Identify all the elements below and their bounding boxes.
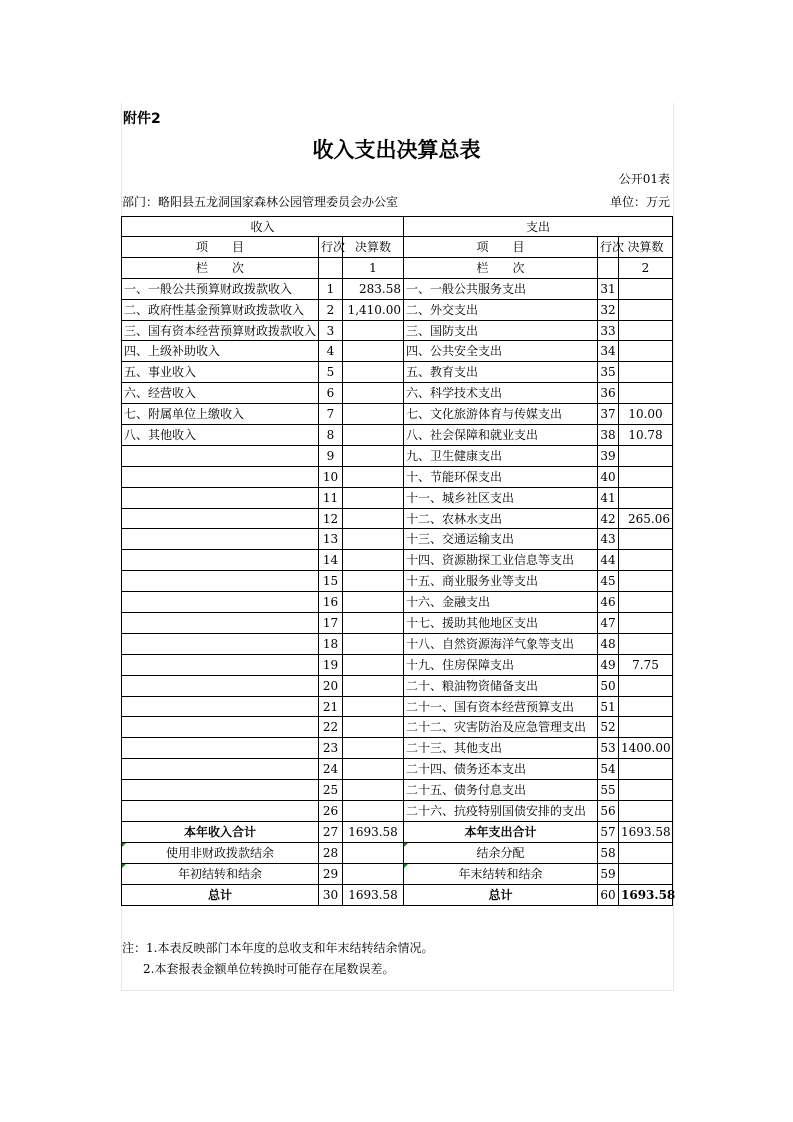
summary-row (122, 884, 673, 905)
income-item (122, 550, 319, 571)
expense-amount: 1693.58 (619, 821, 673, 842)
income-amount: 1693.58 (343, 884, 404, 905)
expense-line-number: 54 (598, 759, 619, 780)
report-title: 收入支出决算总表 (312, 138, 481, 162)
expense-item: 十七、援助其他地区支出 (404, 613, 598, 634)
expense-amount (619, 341, 673, 362)
expense-amount: 1693.58 (619, 884, 673, 905)
income-item: 七、附属单位上缴收入 (122, 404, 319, 425)
income-item (122, 696, 319, 717)
income-amount (343, 320, 404, 341)
expense-amount (619, 445, 673, 466)
table-row (122, 320, 673, 341)
income-amount (343, 425, 404, 446)
expense-amount-header: 决算数 (619, 237, 673, 258)
expense-line-number: 45 (598, 571, 619, 592)
table-row (122, 466, 673, 487)
income-line-number: 30 (319, 884, 343, 905)
income-line-number: 4 (319, 341, 343, 362)
income-item (122, 529, 319, 550)
expense-line-header: 行次 (598, 237, 619, 258)
income-line-number: 21 (319, 696, 343, 717)
summary-row (122, 842, 673, 863)
income-expense-table (121, 216, 676, 906)
expense-item: 十二、农林水支出 (404, 508, 598, 529)
income-amount (343, 508, 404, 529)
table-row (122, 404, 673, 425)
expense-item: 三、国防支出 (404, 320, 598, 341)
income-summary-label: 总计 (122, 884, 319, 905)
income-item (122, 717, 319, 738)
table-row (122, 717, 673, 738)
income-amount (343, 571, 404, 592)
note-1: 注：1.本表反映部门本年度的总收支和年末结转结余情况。 (122, 941, 434, 955)
expense-line-number: 56 (598, 801, 619, 822)
income-column-number: 1 (343, 257, 404, 278)
income-line-number: 20 (319, 675, 343, 696)
income-line-number: 11 (319, 487, 343, 508)
expense-line-number: 40 (598, 466, 619, 487)
empty-cell (598, 257, 619, 278)
income-amount (343, 550, 404, 571)
table-row (122, 299, 673, 320)
expense-line-number: 58 (598, 842, 619, 863)
expense-line-number: 44 (598, 550, 619, 571)
income-item (122, 738, 319, 759)
table-row (122, 592, 673, 613)
table-row (122, 278, 673, 299)
note-2: 2.本套报表金额单位转换时可能存在尾数误差。 (143, 962, 395, 976)
income-line-number: 9 (319, 445, 343, 466)
expense-item: 六、科学技术支出 (404, 383, 598, 404)
expense-line-number: 52 (598, 717, 619, 738)
expense-amount (619, 571, 673, 592)
income-item: 六、经营收入 (122, 383, 319, 404)
income-line-number: 25 (319, 780, 343, 801)
income-line-number: 1 (319, 278, 343, 299)
income-line-number: 2 (319, 299, 343, 320)
expense-item: 十、节能环保支出 (404, 466, 598, 487)
table-row (122, 801, 673, 822)
expense-amount (619, 759, 673, 780)
income-amount (343, 696, 404, 717)
expense-line-number: 37 (598, 404, 619, 425)
table-row (122, 696, 673, 717)
income-item (122, 592, 319, 613)
expense-line-number: 43 (598, 529, 619, 550)
expense-item: 二十三、其他支出 (404, 738, 598, 759)
income-line-number: 10 (319, 466, 343, 487)
income-item (122, 466, 319, 487)
income-item: 一、一般公共预算财政拨款收入 (122, 278, 319, 299)
income-amount: 1,410.00 (343, 299, 404, 320)
expense-amount (619, 529, 673, 550)
income-line-number: 12 (319, 508, 343, 529)
income-amount (343, 717, 404, 738)
income-line-number: 23 (319, 738, 343, 759)
expense-item: 二十、粮油物资储备支出 (404, 675, 598, 696)
income-amount (343, 842, 404, 863)
table-row (122, 362, 673, 383)
expense-item: 二十五、债务付息支出 (404, 780, 598, 801)
table-row (122, 383, 673, 404)
expense-summary-label: 结余分配 (404, 842, 598, 863)
income-amount (343, 863, 404, 884)
expense-amount: 265.06 (619, 508, 673, 529)
expense-line-number: 46 (598, 592, 619, 613)
income-line-number: 27 (319, 821, 343, 842)
income-line-number: 5 (319, 362, 343, 383)
expense-item-header: 项 目 (404, 237, 598, 258)
table-row (122, 654, 673, 675)
expense-amount (619, 362, 673, 383)
expense-line-number: 36 (598, 383, 619, 404)
income-amount: 283.58 (343, 278, 404, 299)
expense-item: 四、公共安全支出 (404, 341, 598, 362)
expense-amount: 1400.00 (619, 738, 673, 759)
expense-amount (619, 633, 673, 654)
expense-column-number: 2 (619, 257, 673, 278)
expense-amount (619, 278, 673, 299)
income-item (122, 613, 319, 634)
form-code: 公开01表 (618, 172, 670, 186)
income-item (122, 571, 319, 592)
income-line-number: 14 (319, 550, 343, 571)
expense-header: 支出 (404, 217, 673, 237)
expense-line-number: 60 (598, 884, 619, 905)
income-amount (343, 613, 404, 634)
expense-line-number: 39 (598, 445, 619, 466)
expense-line-number: 42 (598, 508, 619, 529)
income-line-number: 28 (319, 842, 343, 863)
expense-item: 二十二、灾害防治及应急管理支出 (404, 717, 598, 738)
expense-line-number: 34 (598, 341, 619, 362)
income-amount (343, 383, 404, 404)
expense-amount (619, 592, 673, 613)
income-amount (343, 341, 404, 362)
expense-amount: 7.75 (619, 654, 673, 675)
empty-cell (319, 257, 343, 278)
expense-line-number: 51 (598, 696, 619, 717)
expense-item: 十四、资源勘探工业信息等支出 (404, 550, 598, 571)
income-amount (343, 738, 404, 759)
table-row (122, 425, 673, 446)
income-amount (343, 633, 404, 654)
expense-item: 一、一般公共服务支出 (404, 278, 598, 299)
table-row (122, 445, 673, 466)
income-amount (343, 592, 404, 613)
expense-item: 十六、金融支出 (404, 592, 598, 613)
expense-item: 九、卫生健康支出 (404, 445, 598, 466)
income-line-number: 3 (319, 320, 343, 341)
expense-summary-label: 总计 (404, 884, 598, 905)
table-row (122, 487, 673, 508)
income-item (122, 487, 319, 508)
income-item: 八、其他收入 (122, 425, 319, 446)
summary-row (122, 821, 673, 842)
expense-amount (619, 863, 673, 884)
income-summary-label: 使用非财政拨款结余 (122, 842, 319, 863)
income-amount (343, 362, 404, 383)
expense-amount (619, 487, 673, 508)
income-column-label: 栏 次 (122, 257, 319, 278)
expense-item: 二、外交支出 (404, 299, 598, 320)
expense-line-number: 49 (598, 654, 619, 675)
income-line-number: 6 (319, 383, 343, 404)
expense-item: 十八、自然资源海洋气象等支出 (404, 633, 598, 654)
income-amount (343, 801, 404, 822)
income-item (122, 445, 319, 466)
expense-line-number: 33 (598, 320, 619, 341)
expense-amount: 10.78 (619, 425, 673, 446)
income-amount (343, 529, 404, 550)
unit-label: 单位：万元 (609, 195, 670, 209)
expense-item: 十一、城乡社区支出 (404, 487, 598, 508)
income-item (122, 633, 319, 654)
summary-row (122, 863, 673, 884)
table-row (122, 571, 673, 592)
expense-amount (619, 383, 673, 404)
expense-amount (619, 675, 673, 696)
expense-amount (619, 320, 673, 341)
table-row (122, 780, 673, 801)
expense-item: 十五、商业服务业等支出 (404, 571, 598, 592)
expense-line-number: 47 (598, 613, 619, 634)
table-row (122, 341, 673, 362)
income-line-number: 18 (319, 633, 343, 654)
income-line-number: 7 (319, 404, 343, 425)
income-item (122, 759, 319, 780)
table-row (122, 633, 673, 654)
table-row (122, 738, 673, 759)
income-item: 五、事业收入 (122, 362, 319, 383)
expense-line-number: 32 (598, 299, 619, 320)
income-line-number: 15 (319, 571, 343, 592)
expense-amount (619, 842, 673, 863)
expense-line-number: 35 (598, 362, 619, 383)
expense-item: 二十一、国有资本经营预算支出 (404, 696, 598, 717)
income-amount (343, 466, 404, 487)
income-line-number: 8 (319, 425, 343, 446)
expense-item: 二十四、债务还本支出 (404, 759, 598, 780)
table-row (122, 613, 673, 634)
income-summary-label: 本年收入合计 (122, 821, 319, 842)
expense-summary-label: 年末结转和结余 (404, 863, 598, 884)
expense-item: 十三、交通运输支出 (404, 529, 598, 550)
expense-amount (619, 801, 673, 822)
expense-line-number: 31 (598, 278, 619, 299)
expense-line-number: 48 (598, 633, 619, 654)
expense-item: 五、教育支出 (404, 362, 598, 383)
income-item (122, 801, 319, 822)
expense-amount (619, 466, 673, 487)
expense-summary-label: 本年支出合计 (404, 821, 598, 842)
income-line-number: 16 (319, 592, 343, 613)
table-row (122, 508, 673, 529)
income-amount (343, 780, 404, 801)
income-amount (343, 445, 404, 466)
income-line-number: 22 (319, 717, 343, 738)
income-amount: 1693.58 (343, 821, 404, 842)
table-row (122, 550, 673, 571)
income-amount-header: 决算数 (343, 237, 404, 258)
expense-amount (619, 550, 673, 571)
income-item: 二、政府性基金预算财政拨款收入 (122, 299, 319, 320)
expense-amount (619, 780, 673, 801)
department-label: 部门：略阳县五龙洞国家森林公园管理委员会办公室 (122, 195, 399, 209)
income-item (122, 780, 319, 801)
expense-item: 十九、住房保障支出 (404, 654, 598, 675)
income-line-number: 17 (319, 613, 343, 634)
expense-line-number: 55 (598, 780, 619, 801)
expense-amount (619, 717, 673, 738)
expense-item: 七、文化旅游体育与传媒支出 (404, 404, 598, 425)
expense-line-number: 59 (598, 863, 619, 884)
income-summary-label: 年初结转和结余 (122, 863, 319, 884)
expense-item: 八、社会保障和就业支出 (404, 425, 598, 446)
income-item: 三、国有资本经营预算财政拨款收入 (122, 320, 319, 341)
expense-line-number: 41 (598, 487, 619, 508)
expense-item: 二十六、抗疫特别国债安排的支出 (404, 801, 598, 822)
income-amount (343, 404, 404, 425)
income-item: 四、上级补助收入 (122, 341, 319, 362)
income-line-number: 26 (319, 801, 343, 822)
expense-column-label: 栏 次 (404, 257, 598, 278)
expense-line-number: 57 (598, 821, 619, 842)
income-line-header: 行次 (319, 237, 343, 258)
income-line-number: 29 (319, 863, 343, 884)
table-row (122, 529, 673, 550)
expense-amount (619, 299, 673, 320)
income-item-header: 项 目 (122, 237, 319, 258)
attachment-label: 附件2 (123, 111, 161, 127)
income-item (122, 654, 319, 675)
income-header: 收入 (122, 217, 404, 237)
expense-line-number: 53 (598, 738, 619, 759)
income-line-number: 24 (319, 759, 343, 780)
income-amount (343, 759, 404, 780)
table-row (122, 759, 673, 780)
income-item (122, 675, 319, 696)
expense-amount: 10.00 (619, 404, 673, 425)
income-amount (343, 487, 404, 508)
income-line-number: 13 (319, 529, 343, 550)
expense-line-number: 38 (598, 425, 619, 446)
expense-amount (619, 613, 673, 634)
table-row (122, 675, 673, 696)
income-amount (343, 675, 404, 696)
notes (122, 938, 433, 980)
income-line-number: 19 (319, 654, 343, 675)
income-item (122, 508, 319, 529)
expense-line-number: 50 (598, 675, 619, 696)
income-amount (343, 654, 404, 675)
expense-amount (619, 696, 673, 717)
